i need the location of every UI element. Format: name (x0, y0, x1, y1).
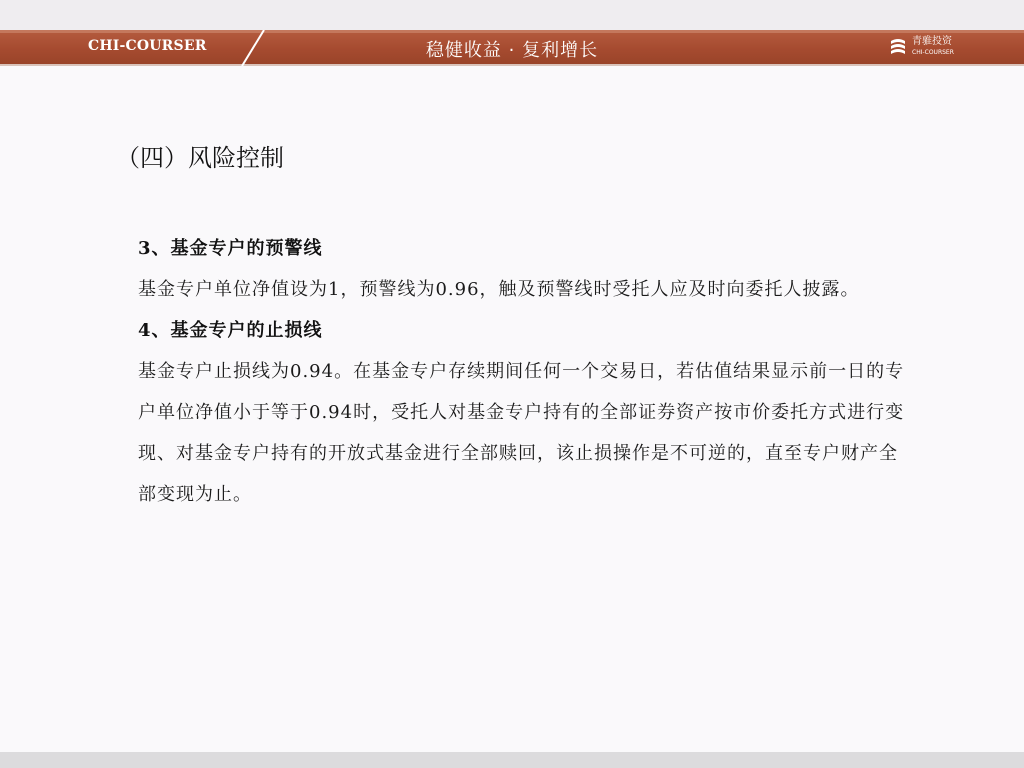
company-logo-icon (888, 37, 908, 57)
brand-name: CHI-COURSER (88, 38, 207, 54)
section-title: （四）风险控制 (116, 144, 284, 172)
logo-chinese-name: 青骓投资 (912, 36, 952, 47)
top-strip (0, 0, 1024, 30)
company-logo (888, 36, 988, 60)
item-heading-stop-loss-line: 4、基金专户的止损线 (138, 320, 323, 341)
logo-english-name: CHI-COURSER (912, 49, 954, 56)
slash-divider-icon (238, 30, 268, 66)
header-tagline: 稳健收益 · 复利增长 (425, 40, 599, 61)
header-underline (0, 64, 1024, 66)
item-body-warning-line: 基金专户单位净值设为1，预警线为0.96，触及预警线时受托人应及时向委托人披露。 (138, 279, 860, 300)
item-heading-warning-line: 3、基金专户的预警线 (138, 238, 323, 259)
content-body (138, 228, 910, 515)
header-highlight (0, 30, 1024, 33)
item-body-stop-loss-line: 基金专户止损线为0.94。在基金专户存续期间任何一个交易日，若估值结果显示前一日的专户单位净值小于等于0.94时，受托人对基金专户持有的全部证券资产按市价委托方式进行变现、对基金专户持有的开放式基金进行全部赎回，该止损操作是不可逆的，直至专户财产全部变现为止。 (138, 361, 905, 505)
footer-bar (0, 752, 1024, 768)
